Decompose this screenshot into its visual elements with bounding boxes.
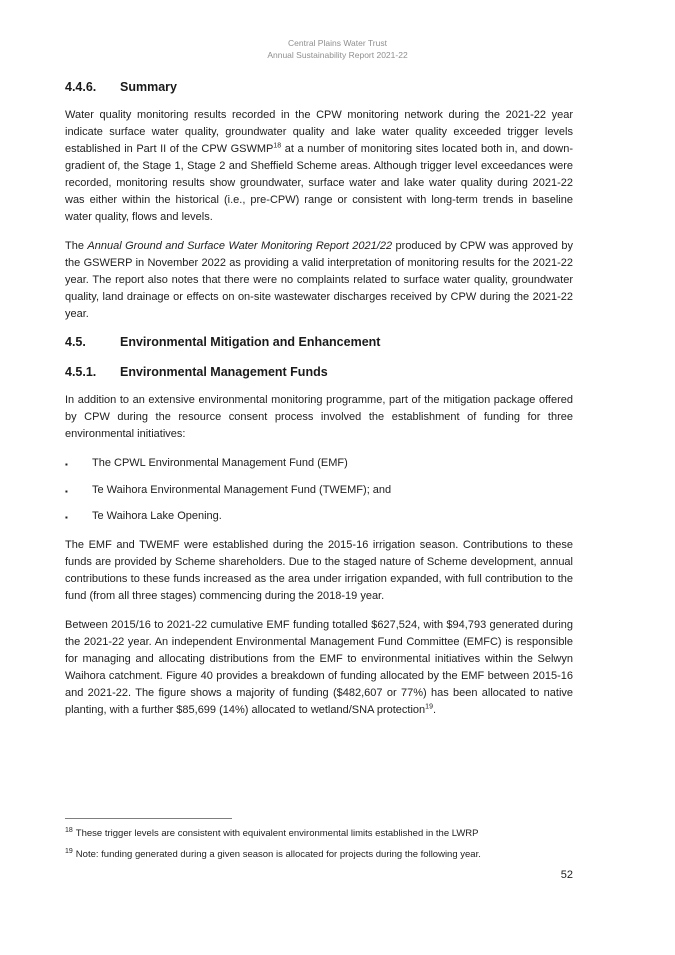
bullet-icon: ▪: [65, 486, 68, 496]
heading-title: Environmental Management Funds: [120, 365, 328, 379]
running-header: [0, 38, 675, 61]
paragraph-text: Water quality monitoring results recorded in the CPW monitoring network during the 2021-22 year indicate surface water quality, groundwater quality and lake water quality exceeded trigger levels established in Part II of the CPW GSWMP: [65, 109, 573, 155]
heading-number: 4.4.6.: [65, 80, 97, 94]
footnote-ref-18: 18: [273, 142, 282, 150]
paragraph-text: produced by CPW was approved by the GSWERP in November 2022 as providing a valid interpretation of monitoring results for the 2021-22 year. The report also notes that there were no complaints related to surface water quality, groundwater quality, land drainage or effects on on-site wastewater discharges received by CPW during the 2021-22 year.: [65, 240, 573, 320]
footnote-text: Note: funding generated during a given season is allocated for projects during the following year.: [75, 849, 481, 860]
heading-number: 4.5.: [65, 335, 86, 349]
report-title-italic: Annual Ground and Surface Water Monitoring Report 2021/22: [87, 240, 393, 252]
heading-4-4-6-summary: [65, 80, 573, 95]
paragraph-text: Between 2015/16 to 2021-22 cumulative EMF funding totalled $627,524, with $94,793 generated during the 2021-22 year. An independent Environmental Management Fund Committee (EMFC) is responsible for managing and allocating distributions from the EMF to environmental initiatives within the Selwyn Waihora catchment. Figure 40 provides a breakdown of funding allocated by the EMF between 2015-16 and 2021-22. The figure shows a majority of funding ($482,607 or 77%) has been allocated to native planting, with a further $85,699 (14%) allocated to wetland/SNA protection: [65, 619, 573, 716]
header-trust-name: Central Plains Water Trust: [288, 38, 387, 48]
footnote-19: [65, 848, 573, 861]
paragraph-text: The: [65, 240, 88, 252]
heading-title: Summary: [120, 80, 177, 94]
list-item-text: The CPWL Environmental Management Fund (EMF): [92, 457, 348, 469]
paragraph-text: In addition to an extensive environmental monitoring programme, part of the mitigation package offered by CPW during the resource consent process involved the establishment of funding for three environmental initiatives:: [65, 394, 573, 440]
heading-title: Environmental Mitigation and Enhancement: [120, 335, 381, 349]
list-item-lake-opening: [65, 508, 573, 525]
paragraph-water-quality-summary: [65, 107, 573, 226]
heading-4-5-mitigation: [65, 335, 573, 350]
footnote-text: These trigger levels are consistent with equivalent environmental limits established in the LWRP: [75, 828, 479, 839]
heading-number: 4.5.1.: [65, 365, 97, 379]
footnote-area: [65, 818, 573, 881]
page-content: [65, 80, 573, 731]
bullet-icon: ▪: [65, 513, 68, 522]
list-item-twemf: [65, 482, 573, 499]
page-number: 52: [560, 869, 573, 881]
environmental-initiatives-list: [65, 455, 573, 525]
paragraph-text: .: [432, 704, 437, 716]
paragraph-text: at a number of monitoring sites located both in, and down-gradient of, the Stage 1, Stage 2 and Sheffield Scheme areas. Although trigger level exceedances were recorded, monitoring results show groundwater, surface water and lake water quality during 2021-22 was either within the historical (i.e., pre-CPW) range or consistent with long-term trends in baseline water quality, flows and levels.: [65, 143, 573, 223]
paragraph-emf-funding-totals: [65, 617, 573, 719]
heading-4-5-1-management-funds: [65, 365, 573, 380]
list-item-text: Te Waihora Lake Opening.: [92, 510, 222, 522]
list-item-text: Te Waihora Environmental Management Fund (TWEMF); and: [92, 483, 392, 496]
footnote-18: [65, 827, 573, 840]
header-report-title: Annual Sustainability Report 2021-22: [267, 49, 408, 60]
footnote-ref-19: 19: [425, 703, 433, 711]
paragraph-fund-establishment: [65, 537, 573, 605]
footnote-marker: 18: [65, 826, 73, 834]
footnote-marker: 19: [65, 847, 73, 855]
footnote-divider: [65, 818, 232, 819]
list-item-emf: [65, 455, 573, 472]
paragraph-text: The EMF and TWEMF were established during the 2015-16 irrigation season. Contributions to these funds are provided by Scheme shareholders. Due to the staged nature of Scheme development, annual contributions to these funds increased as the area under irrigation expanded, with full contribution to the fund (from all three stages) commencing during the 2018-19 year.: [65, 539, 573, 602]
bullet-icon: ▪: [65, 460, 68, 469]
paragraph-monitoring-report: [65, 238, 573, 323]
paragraph-funding-intro: [65, 392, 573, 443]
